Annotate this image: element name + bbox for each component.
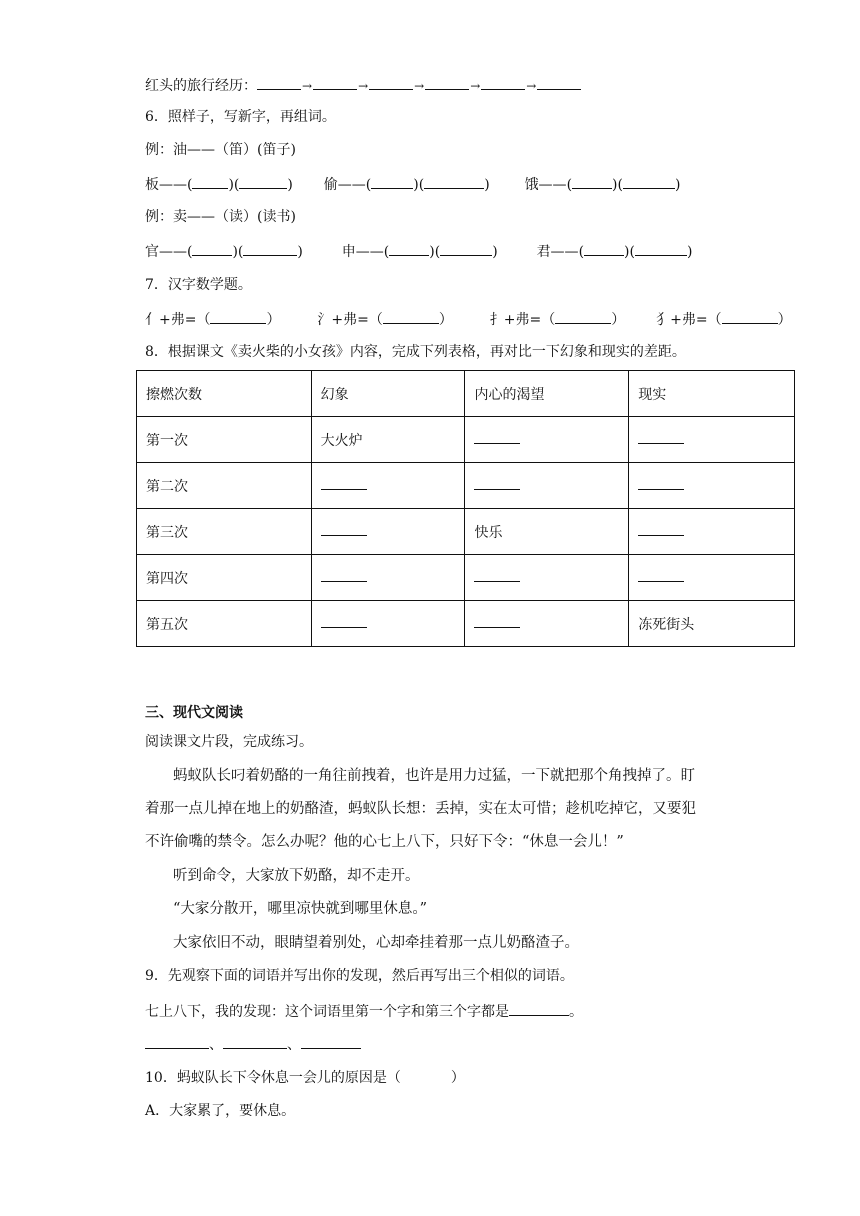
table-cell: 第四次 (137, 555, 312, 601)
passage-line: 着那一点儿掉在地上的奶酪渣，蚂蚁队长想：丢掉，实在太可惜；趁机吃掉它，又要犯 (145, 801, 696, 817)
q6-row1: 板——( )( ) 偷——( )( ) 饿——( )( ) (145, 174, 680, 195)
q6-char: 君—— (536, 244, 579, 260)
answer-blank[interactable] (383, 309, 439, 324)
answer-blank[interactable] (389, 241, 429, 256)
table-cell: 第三次 (137, 509, 312, 555)
table-cell: 快乐 (465, 509, 629, 555)
q7-close: ） (777, 312, 792, 328)
table-row (137, 509, 795, 555)
q9-line1 (145, 1001, 583, 1022)
answer-blank[interactable] (572, 174, 612, 189)
answer-blank[interactable] (301, 1034, 361, 1049)
answer-blank[interactable] (440, 241, 492, 256)
answer-blank[interactable] (243, 241, 297, 256)
table-cell: 大火炉 (311, 417, 465, 463)
table-header: 擦燃次数 (137, 371, 312, 417)
answer-blank[interactable] (369, 75, 413, 90)
table-cell-blank[interactable] (465, 555, 629, 601)
arrow-icon: → (302, 79, 313, 93)
passage-line: 蚂蚁队长叼着奶酪的一角往前拽着，也许是用力过猛，一下就把那个角拽掉了。盯 (173, 768, 695, 784)
table-cell: 第五次 (137, 601, 312, 647)
table-cell: 第二次 (137, 463, 312, 509)
answer-blank[interactable] (425, 75, 469, 90)
table-row (137, 417, 795, 463)
q10-prompt: 10．蚂蚁队长下令休息一会儿的原因是（ (145, 1070, 401, 1086)
answer-blank[interactable] (424, 174, 484, 189)
q10-title (145, 1068, 465, 1088)
table-header: 幻象 (311, 371, 465, 417)
q6-char: 申—— (341, 244, 384, 260)
q6-example1: 例：油——（笛）(笛子) (145, 142, 296, 158)
q9-sep: 、 (209, 1037, 223, 1053)
table-header-row (137, 371, 795, 417)
passage-line: 听到命令，大家放下奶酪，却不走开。 (173, 868, 420, 884)
answer-blank[interactable] (509, 1001, 569, 1016)
q10-close: ） (450, 1070, 465, 1086)
q7-item: 氵+弗=（ (317, 312, 383, 328)
q8-title: 8．根据课文《卖火柴的小女孩》内容，完成下列表格，再对比一下幻象和现实的差距。 (145, 344, 686, 360)
table-header: 内心的渴望 (465, 371, 629, 417)
q6-char: 偷—— (323, 177, 366, 193)
answer-blank[interactable] (257, 75, 301, 90)
q5-label: 红头的旅行经历： (145, 78, 257, 94)
arrow-icon: → (414, 79, 425, 93)
q9-line2 (145, 1034, 361, 1055)
q7-item: 亻+弗=（ (145, 312, 211, 328)
answer-blank[interactable] (223, 1034, 287, 1049)
answer-blank[interactable] (584, 241, 624, 256)
q7-close: ） (611, 312, 626, 328)
arrow-icon: → (526, 79, 537, 93)
q6-row2: 官——( )( ) 申——( )( ) 君——( )( ) (145, 241, 692, 262)
q9-period: 。 (569, 1004, 583, 1020)
q9-sep: 、 (287, 1037, 301, 1053)
passage-line: 不许偷嘴的禁令。怎么办呢？他的心七上八下，只好下令：“休息一会儿！” (145, 834, 624, 850)
answer-blank[interactable] (239, 174, 287, 189)
table-header: 现实 (629, 371, 795, 417)
table-row (137, 555, 795, 601)
passage-line: “大家分散开，哪里凉快就到哪里休息。” (173, 901, 428, 917)
table-cell-blank[interactable] (465, 417, 629, 463)
answer-blank[interactable] (537, 75, 581, 90)
passage-line: 大家依旧不动，眼睛望着别处，心却牵挂着那一点儿奶酪渣子。 (173, 935, 579, 951)
q7-title: 7．汉字数学题。 (145, 277, 252, 293)
table-cell-blank[interactable] (311, 555, 465, 601)
table-cell: 冻死街头 (629, 601, 795, 647)
table-cell-blank[interactable] (311, 509, 465, 555)
reading-instruction: 阅读课文片段，完成练习。 (145, 734, 313, 750)
q6-char: 官—— (145, 244, 187, 260)
q6-example2: 例：卖——（读）(读书) (145, 209, 296, 225)
q6-char: 饿—— (524, 177, 567, 193)
table-row (137, 463, 795, 509)
answer-blank[interactable] (192, 174, 228, 189)
answer-blank[interactable] (313, 75, 357, 90)
q6-title: 6．照样子，写新字，再组词。 (145, 109, 336, 125)
arrow-icon: → (470, 79, 481, 93)
table-cell: 第一次 (137, 417, 312, 463)
table-cell-blank[interactable] (311, 463, 465, 509)
q7-row (145, 309, 792, 330)
answer-blank[interactable] (210, 309, 266, 324)
q5-line (145, 75, 581, 96)
section-title: 三、现代文阅读 (145, 705, 243, 721)
table-cell-blank[interactable] (629, 417, 795, 463)
answer-blank[interactable] (145, 1034, 209, 1049)
table-cell-blank[interactable] (629, 463, 795, 509)
answer-blank[interactable] (722, 309, 778, 324)
answer-blank[interactable] (481, 75, 525, 90)
q9-prompt: 七上八下，我的发现：这个词语里第一个字和第三个字都是 (145, 1004, 509, 1020)
matches-table (136, 370, 795, 647)
table-cell-blank[interactable] (629, 509, 795, 555)
table-cell-blank[interactable] (311, 601, 465, 647)
answer-blank[interactable] (192, 241, 232, 256)
answer-blank[interactable] (623, 174, 675, 189)
arrow-icon: → (358, 79, 369, 93)
q7-item: 犭+弗=（ (656, 312, 722, 328)
table-cell-blank[interactable] (629, 555, 795, 601)
q9-title: 9．先观察下面的词语并写出你的发现，然后再写出三个相似的词语。 (145, 968, 574, 984)
table-row (137, 601, 795, 647)
q10-option-a[interactable]: A．大家累了，要休息。 (145, 1103, 296, 1119)
q7-close: ） (438, 312, 453, 328)
q7-close: ） (266, 312, 281, 328)
table-cell-blank[interactable] (465, 601, 629, 647)
q7-item: 扌+弗=（ (489, 312, 556, 328)
answer-blank[interactable] (371, 174, 413, 189)
table-cell-blank[interactable] (465, 463, 629, 509)
answer-blank[interactable] (555, 309, 611, 324)
q6-char: 板—— (145, 177, 187, 193)
answer-blank[interactable] (635, 241, 687, 256)
